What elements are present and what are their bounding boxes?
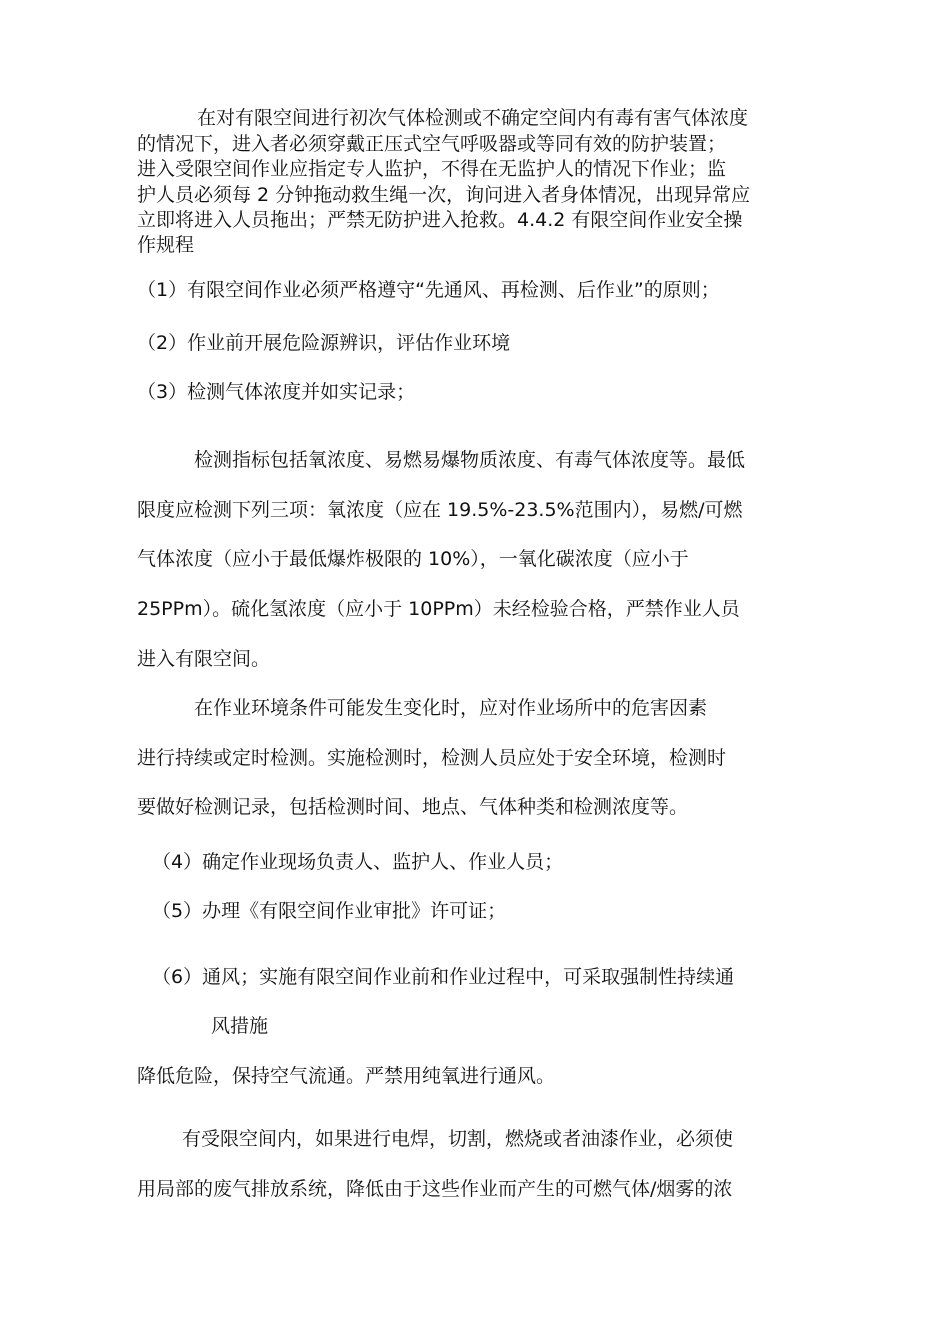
list-item: （4）确定作业现场负责人、监护人、作业人员； [152,851,564,873]
text-line: 的情况下，进入者必须穿戴正压式空气呼吸器或等同有效的防护装置； [137,133,727,155]
text-line: 作规程 [137,234,195,256]
text-line: 在对有限空间进行初次气体检测或不确定空间内有毒有害气体浓度 [197,107,749,129]
list-item: （1）有限空间作业必须严格遵守“先通风、再检测、后作业”的原则； [137,279,720,301]
list-item: （2）作业前开展危险源辨识，评估作业环境 [137,332,511,354]
text-line: 护人员必须每 2 分钟拖动救生绳一次，询问进入者身体情况，出现异常应 [137,184,751,206]
text-line: 有受限空间内，如果进行电焊，切割，燃烧或者油漆作业，必须使 [182,1128,734,1150]
text-line: 在作业环境条件可能发生变化时，应对作业场所中的危害因素 [194,697,708,719]
list-item: （3）检测气体浓度并如实记录； [137,381,416,403]
text-line: 要做好检测记录，包括检测时间、地点、气体种类和检测浓度等。 [137,796,689,818]
text-line: 降低危险，保持空气流通。严禁用纯氧进行通风。 [137,1065,556,1087]
text-line: 进行持续或定时检测。实施检测时，检测人员应处于安全环境，检测时 [137,747,727,769]
text-line: 检测指标包括氧浓度、易燃易爆物质浓度、有毒气体浓度等。最低 [194,449,746,471]
text-line: 25PPm）。硫化氢浓度（应小于 10PPm）未经检验合格，严禁作业人员 [137,598,740,620]
list-item: （5）办理《有限空间作业审批》许可证； [152,900,507,922]
text-line: 限度应检测下列三项：氧浓度（应在 19.5%-23.5%范围内），易燃/可燃 [137,499,743,521]
list-item: （6）通风；实施有限空间作业前和作业过程中，可采取强制性持续通 [152,966,735,988]
text-line: 立即将进入人员拖出；严禁无防护进入抢救。4.4.2 有限空间作业安全操 [137,209,743,231]
text-line: 进入受限空间作业应指定专人监护，不得在无监护人的情况下作业；监 [137,158,727,180]
text-line: 气体浓度（应小于最低爆炸极限的 10%），一氧化碳浓度（应小于 [137,548,689,570]
text-line: 用局部的废气排放系统，降低由于这些作业而产生的可燃气体/烟雾的浓 [137,1178,733,1200]
list-item-continuation: 风措施 [211,1015,269,1037]
text-line: 进入有限空间。 [137,648,271,670]
